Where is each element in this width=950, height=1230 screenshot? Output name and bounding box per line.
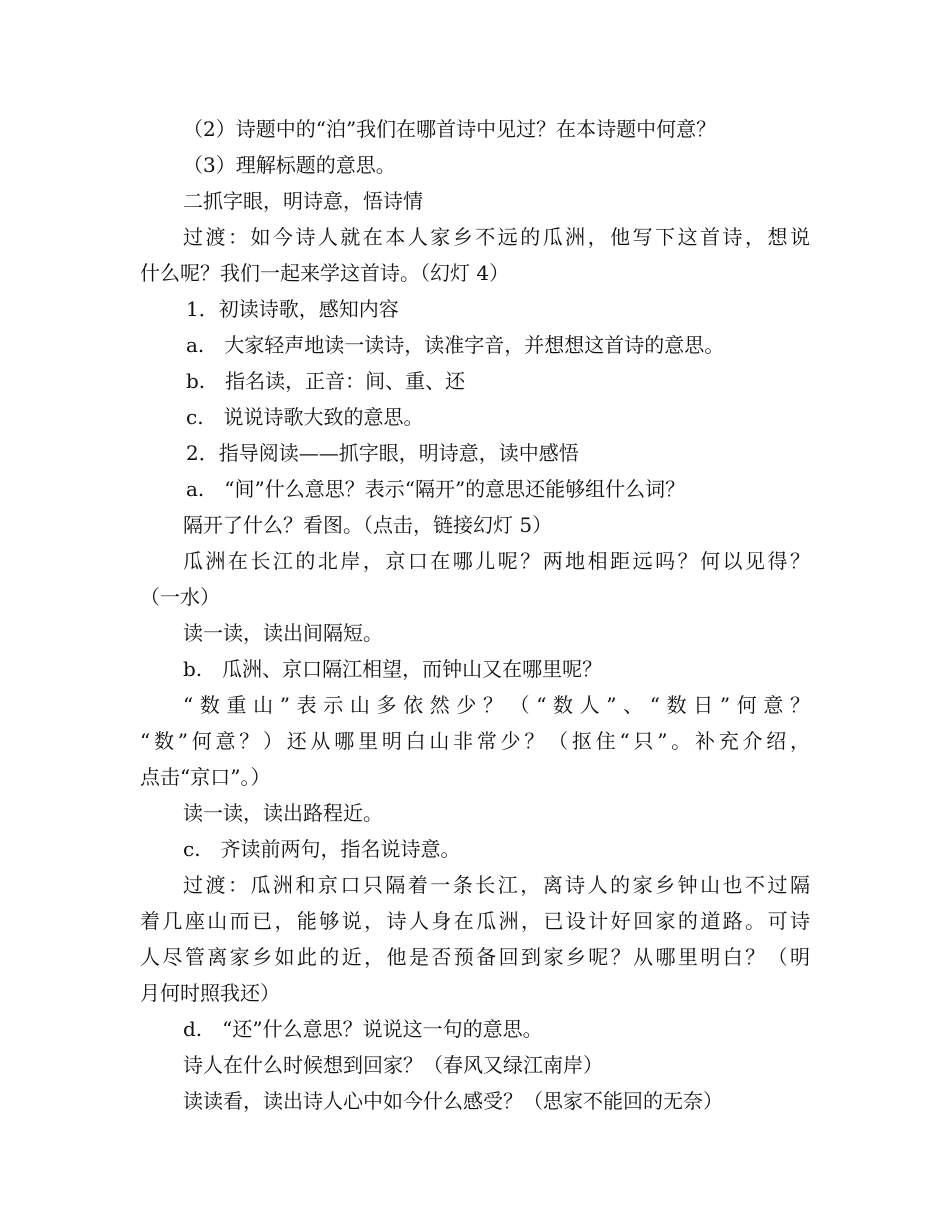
text-line: 过渡：如今诗人就在本人家乡不远的瓜洲，他写下这首诗，想说 <box>183 225 810 249</box>
text-line: “数重山”表示山多依然少？（“数人”、“数日”何意？ <box>183 693 810 717</box>
text-line: “数”何意？）还从哪里明白山非常少？（抠住“只”。补充介绍， <box>140 729 810 753</box>
text-line: （3）理解标题的意思。 <box>183 153 396 177</box>
text-line: 点击“京口”。） <box>140 765 271 789</box>
text-line: 隔开了什么？看图。（点击，链接幻灯 5） <box>183 513 553 537</box>
text-line: 读一读，读出间隔短。 <box>183 621 383 645</box>
list-item: c. 齐读前两句，指名说诗意。 <box>183 837 461 861</box>
list-item: c. 说说诗歌大致的意思。 <box>186 405 424 429</box>
text-line: 月何时照我还） <box>140 981 280 1005</box>
text-line: 读读看，读出诗人心中如今什么感受？（思家不能回的无奈） <box>183 1089 723 1113</box>
list-item: b. 指名读，正音：间、重、还 <box>186 369 466 393</box>
text-line: （2）诗题中的“泊”我们在哪首诗中见过？在本诗题中何意？ <box>183 117 717 141</box>
text-line: 过渡：瓜洲和京口只隔着一条长江，离诗人的家乡钟山也不过隔 <box>183 873 810 897</box>
text-line: 瓜洲在长江的北岸，京口在哪儿呢？两地相距远吗？何以见得？ <box>183 549 810 573</box>
section-heading: 二抓字眼，明诗意，悟诗情 <box>183 189 423 213</box>
text-line: 着几座山而已，能够说，诗人身在瓜洲，已设计好回家的道路。可诗 <box>140 909 810 933</box>
subsection-heading: 1．初读诗歌，感知内容 <box>186 297 399 321</box>
list-item: d. “还”什么意思？说说这一句的意思。 <box>183 1017 543 1041</box>
text-line: 读一读，读出路程近。 <box>183 801 383 825</box>
text-line: 诗人在什么时候想到回家？（春风又绿江南岸） <box>183 1053 603 1077</box>
list-item: a. “间”什么意思？表示“隔开”的意思还能够组什么词？ <box>186 477 686 501</box>
list-item: b. 瓜洲、京口隔江相望，而钟山又在哪里呢？ <box>183 657 603 681</box>
text-line: 什么呢？我们一起来学这首诗。（幻灯 4） <box>140 261 510 285</box>
text-line: 人尽管离家乡如此的近，他是否预备回到家乡呢？从哪里明白？（明 <box>140 945 810 969</box>
subsection-heading: 2．指导阅读——抓字眼，明诗意，读中感悟 <box>186 441 579 465</box>
text-line: （一水） <box>140 585 220 609</box>
list-item: a. 大家轻声地读一读诗，读准字音，并想想这首诗的意思。 <box>186 333 725 357</box>
